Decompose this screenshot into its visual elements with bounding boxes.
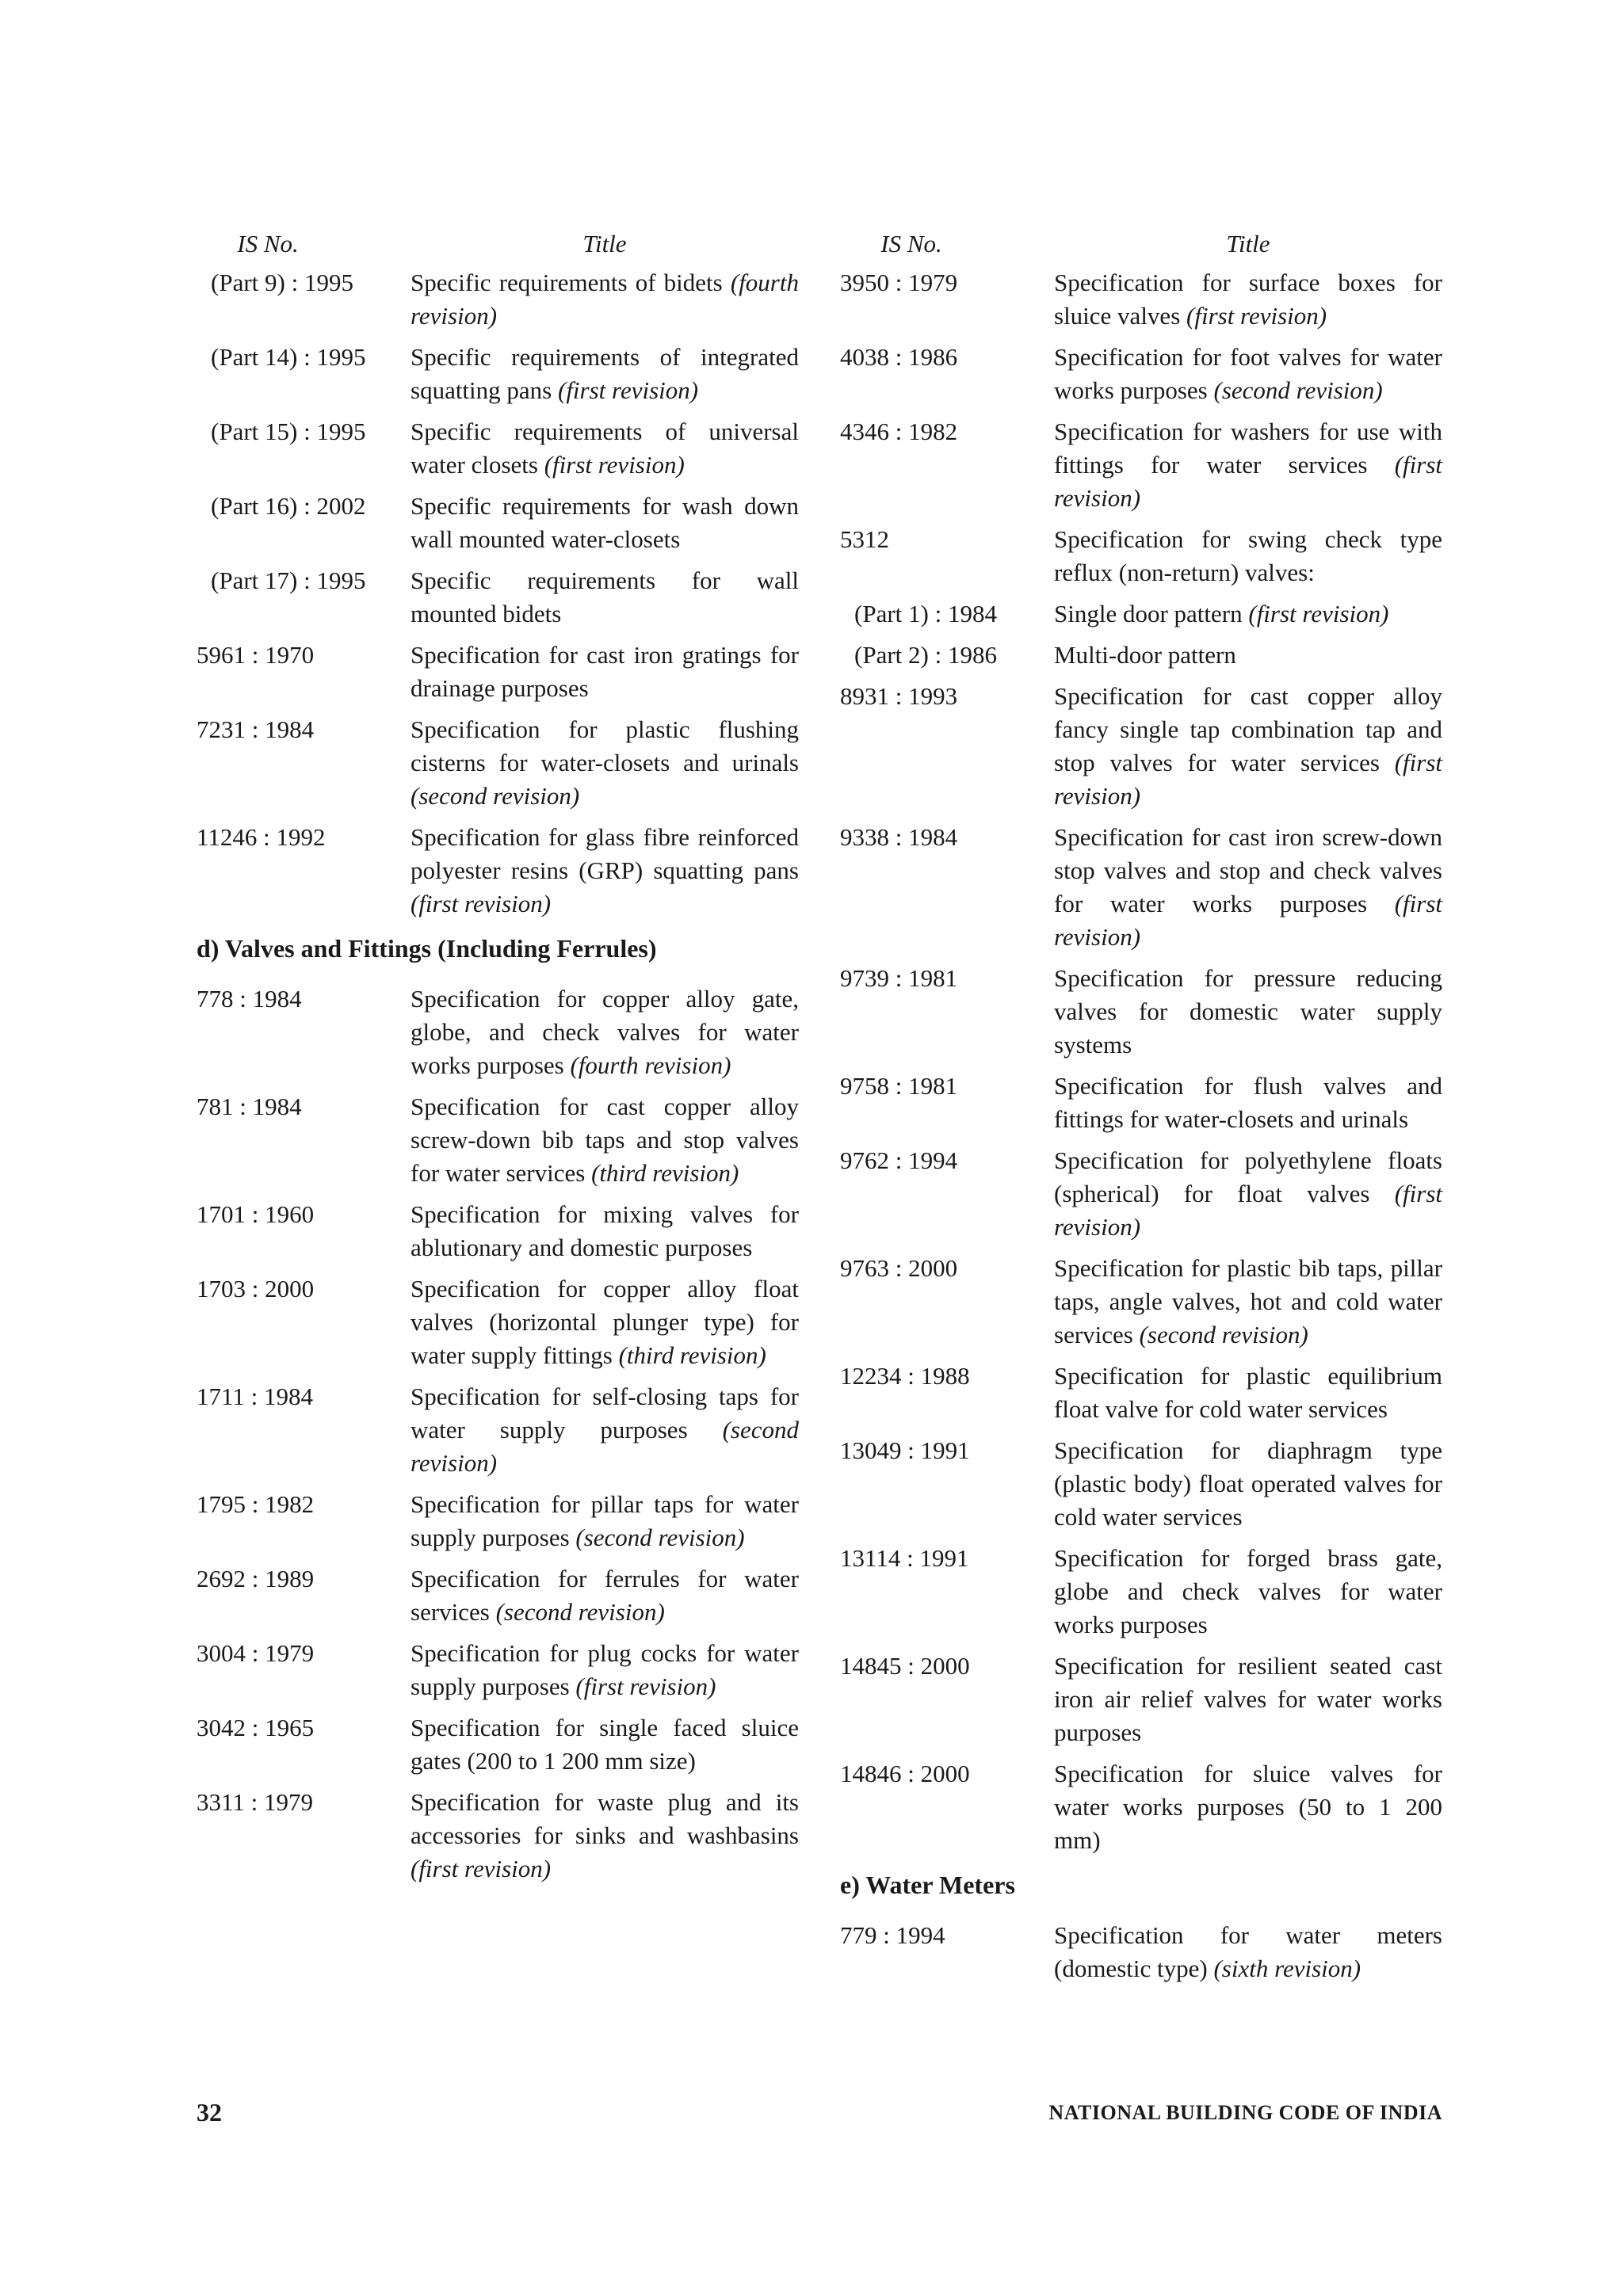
- title-text: Specification for mixing valves for ablutionary and domestic purposes: [411, 1200, 799, 1261]
- standard-entry: [197, 564, 799, 631]
- standard-title: [411, 1090, 799, 1190]
- is-number: (Part 15) : 1995: [211, 418, 366, 445]
- revision-note: (first revision): [1054, 1180, 1443, 1241]
- is-number: 14846 : 2000: [840, 1760, 970, 1787]
- standard-entry: [840, 1919, 1442, 1985]
- is-number: 4038 : 1986: [840, 343, 958, 371]
- is-number: 9338 : 1984: [840, 823, 958, 851]
- page-footer: [197, 2098, 1442, 2133]
- standard-entry: [840, 1252, 1442, 1352]
- is-number: 11246 : 1992: [197, 823, 326, 851]
- standard-entry: [197, 1562, 799, 1629]
- title-text: Specification for ferrules for water services: [411, 1565, 799, 1626]
- is-number: (Part 9) : 1995: [211, 269, 353, 296]
- title-text: Specification for plastic bib taps, pillar taps, angle valves, hot and cold water services: [1054, 1254, 1442, 1348]
- standard-title: [411, 982, 799, 1082]
- revision-note: (first revision): [1054, 749, 1443, 810]
- section-heading-water-meters: e) Water Meters: [840, 1871, 1015, 1899]
- is-number: 7231 : 1984: [197, 715, 315, 743]
- title-text: Specific requirements of integrated squatting pans: [411, 343, 799, 404]
- title-text: Specification for plastic equilibrium float valve for cold water services: [1054, 1362, 1442, 1423]
- standard-title: [411, 1786, 799, 1886]
- standard-entry: [197, 713, 799, 813]
- is-number: 9762 : 1994: [840, 1146, 958, 1174]
- standard-title: [1054, 1919, 1442, 1985]
- entry-list: [197, 266, 799, 921]
- is-number: 1795 : 1982: [197, 1490, 315, 1518]
- entry-list: [197, 982, 799, 1886]
- standard-entry: [840, 341, 1442, 407]
- title-text: Specification for forged brass gate, globe and check valves for water works purposes: [1054, 1544, 1442, 1638]
- standard-title: [1054, 523, 1442, 589]
- standard-title: [1054, 415, 1442, 515]
- is-number: 1701 : 1960: [197, 1200, 315, 1228]
- is-number: 4346 : 1982: [840, 418, 958, 445]
- standard-entry: [840, 1650, 1442, 1749]
- header-is-no: IS No.: [237, 230, 299, 257]
- standard-title: [411, 1272, 799, 1372]
- revision-note: (first revision): [544, 451, 685, 479]
- column-header: [197, 230, 799, 266]
- entry-list: [840, 266, 1442, 1857]
- is-number: 3311 : 1979: [197, 1788, 313, 1816]
- revision-note: (first revision): [1248, 600, 1389, 627]
- is-number: 12234 : 1988: [840, 1362, 970, 1390]
- is-number: 5961 : 1970: [197, 641, 315, 669]
- revision-note: (fourth revision): [411, 269, 799, 330]
- standard-title: [1054, 1360, 1442, 1426]
- title-text: Specification for flush valves and fittings for water-closets and urinals: [1054, 1072, 1442, 1133]
- standard-entry: [197, 639, 799, 705]
- revision-note: (second revision): [575, 1524, 745, 1551]
- is-number: 14845 : 2000: [840, 1652, 970, 1680]
- standard-entry: [840, 1360, 1442, 1426]
- standard-title: [411, 341, 799, 407]
- revision-note: (first revision): [1054, 890, 1442, 951]
- standard-title: [1054, 1650, 1442, 1749]
- standard-entry: [197, 1090, 799, 1190]
- revision-note: (first revision): [1054, 451, 1443, 512]
- standard-entry: [840, 523, 1442, 589]
- standard-title: [1054, 821, 1442, 954]
- standard-title: [411, 415, 799, 482]
- entry-list: [840, 1919, 1442, 1985]
- standard-entry: [840, 680, 1442, 813]
- is-number: 781 : 1984: [197, 1093, 302, 1120]
- title-text: Specific requirements of universal water closets: [411, 418, 799, 479]
- is-number: (Part 16) : 2002: [211, 492, 366, 520]
- standard-title: [411, 266, 799, 333]
- standard-title: [1054, 680, 1442, 813]
- is-number: 9739 : 1981: [840, 964, 958, 992]
- standard-title: [1054, 1144, 1442, 1244]
- title-text: Specification for foot valves for water works purposes: [1054, 343, 1442, 404]
- standard-entry: [197, 341, 799, 407]
- standard-title: [411, 1637, 799, 1703]
- is-number: 3042 : 1965: [197, 1714, 315, 1741]
- is-number: 1703 : 2000: [197, 1275, 315, 1302]
- is-number: 3004 : 1979: [197, 1639, 315, 1667]
- page-number: 32: [197, 2098, 222, 2126]
- standard-title: [411, 713, 799, 813]
- title-text: Specification for cast iron gratings for drainage purposes: [411, 641, 799, 702]
- title-text: Specification for waste plug and its accessories for sinks and washbasins: [411, 1788, 799, 1849]
- is-number: 9763 : 2000: [840, 1254, 958, 1282]
- standard-entry: [840, 821, 1442, 954]
- standard-entry: [840, 639, 1442, 672]
- title-text: Single door pattern: [1054, 600, 1243, 627]
- is-number: (Part 1) : 1984: [854, 600, 997, 627]
- standard-title: [1054, 1757, 1442, 1857]
- standard-title: [1054, 1434, 1442, 1534]
- is-number: (Part 14) : 1995: [211, 343, 366, 371]
- standard-entry: [197, 266, 799, 333]
- title-text: Specification for plug cocks for water supply purposes: [411, 1639, 799, 1700]
- title-text: Specification for surface boxes for sluice valves: [1054, 269, 1442, 330]
- revision-note: (second revision): [1139, 1321, 1308, 1348]
- standard-title: [1054, 962, 1442, 1062]
- standard-title: [411, 564, 799, 631]
- standard-title: [411, 1380, 799, 1480]
- left-column: [197, 230, 799, 1894]
- standard-title: [1054, 266, 1442, 333]
- standard-entry: [197, 1488, 799, 1554]
- revision-note: (second revision): [1213, 376, 1383, 404]
- standard-entry: [197, 415, 799, 482]
- standard-title: [411, 1198, 799, 1264]
- standard-entry: [197, 1711, 799, 1778]
- revision-note: (fourth revision): [570, 1051, 731, 1079]
- revision-note: (first revision): [558, 376, 699, 404]
- standard-title: [411, 1711, 799, 1778]
- revision-note: (third revision): [591, 1159, 739, 1187]
- revision-note: (first revision): [411, 890, 552, 917]
- title-text: Specification for resilient seated cast iron air relief valves for water works purposes: [1054, 1652, 1442, 1746]
- standard-title: [411, 1488, 799, 1554]
- title-text: Specification for pressure reducing valves for domestic water supply systems: [1054, 964, 1442, 1058]
- standard-entry: [197, 1272, 799, 1372]
- is-number: 13114 : 1991: [840, 1544, 969, 1572]
- book-title: NATIONAL BUILDING CODE OF INDIA: [1048, 2101, 1442, 2124]
- title-text: Specification for plastic flushing cisterns for water-closets and urinals: [411, 715, 799, 776]
- right-column: [840, 230, 1442, 1993]
- standard-entry: [197, 982, 799, 1082]
- title-text: Specification for self-closing taps for water supply purposes: [411, 1383, 799, 1444]
- standard-entry: [197, 490, 799, 556]
- title-text: Specification for copper alloy gate, globe, and check valves for water works purposes: [411, 985, 799, 1079]
- standard-entry: [840, 1757, 1442, 1857]
- standard-title: [411, 821, 799, 921]
- standard-entry: [840, 1144, 1442, 1244]
- title-text: Specification for diaphragm type (plastic body) float operated valves for cold water services: [1054, 1436, 1442, 1531]
- standard-title: [411, 639, 799, 705]
- title-text: Multi-door pattern: [1054, 641, 1236, 669]
- is-number: 5312: [840, 525, 889, 553]
- standard-title: [1054, 1070, 1442, 1136]
- is-number: 2692 : 1989: [197, 1565, 315, 1592]
- section-heading-valves: d) Valves and Fittings (Including Ferrules): [197, 934, 657, 963]
- revision-note: (first revision): [575, 1672, 716, 1700]
- title-text: Specific requirements for wall mounted bidets: [411, 566, 799, 627]
- title-text: Specification for washers for use with fittings for water services: [1054, 418, 1442, 479]
- standard-entry: [840, 597, 1442, 631]
- standard-entry: [197, 821, 799, 921]
- standard-entry: [840, 1434, 1442, 1534]
- revision-note: (sixth revision): [1213, 1955, 1361, 1982]
- is-number: 8931 : 1993: [840, 682, 958, 710]
- is-number: 3950 : 1979: [840, 269, 958, 296]
- standard-entry: [197, 1380, 799, 1480]
- standard-title: [411, 1562, 799, 1629]
- standard-entry: [197, 1198, 799, 1264]
- standard-entry: [197, 1637, 799, 1703]
- title-text: Specification for sluice valves for water works purposes (50 to 1 200 mm): [1054, 1760, 1442, 1854]
- title-text: Specific requirements for wash down wall mounted water-closets: [411, 492, 799, 553]
- header-is-no: IS No.: [880, 230, 942, 257]
- revision-note: (first revision): [411, 1855, 552, 1882]
- revision-note: (second revision): [411, 1416, 799, 1477]
- standard-title: [411, 490, 799, 556]
- is-number: (Part 17) : 1995: [211, 566, 366, 594]
- is-number: 779 : 1994: [840, 1921, 945, 1949]
- is-number: 9758 : 1981: [840, 1072, 958, 1100]
- standard-entry: [197, 1786, 799, 1886]
- standard-title: [1054, 1542, 1442, 1642]
- standard-entry: [840, 1542, 1442, 1642]
- standard-title: [1054, 639, 1442, 672]
- revision-note: (second revision): [411, 782, 580, 810]
- standard-entry: [840, 266, 1442, 333]
- standard-entry: [840, 415, 1442, 515]
- title-text: Specification for water meters (domestic type): [1054, 1921, 1442, 1982]
- header-title: Title: [1226, 230, 1270, 257]
- is-number: 13049 : 1991: [840, 1436, 970, 1464]
- standard-title: [1054, 597, 1442, 631]
- revision-note: (third revision): [618, 1341, 766, 1369]
- standard-title: [1054, 341, 1442, 407]
- title-text: Specification for polyethylene floats (spherical) for float valves: [1054, 1146, 1442, 1207]
- revision-note: (first revision): [1186, 302, 1327, 330]
- title-text: Specification for single faced sluice gates (200 to 1 200 mm size): [411, 1714, 799, 1775]
- standard-title: [1054, 1252, 1442, 1352]
- is-number: 1711 : 1984: [197, 1383, 313, 1410]
- column-header: [840, 230, 1442, 266]
- title-text: Specification for pillar taps for water supply purposes: [411, 1490, 799, 1551]
- title-text: Specification for swing check type reflux (non-return) valves:: [1054, 525, 1442, 586]
- title-text: Specific requirements of bidets: [411, 269, 723, 296]
- standard-entry: [840, 1070, 1442, 1136]
- title-text: Specification for copper alloy float valves (horizontal plunger type) for water supply fittings: [411, 1275, 799, 1369]
- title-text: Specification for cast iron screw-down stop valves and stop and check valves for water works purposes: [1054, 823, 1442, 917]
- title-text: Specification for cast copper alloy screw-down bib taps and stop valves for water services: [411, 1093, 799, 1187]
- is-number: 778 : 1984: [197, 985, 302, 1013]
- header-title: Title: [582, 230, 627, 257]
- revision-note: (second revision): [495, 1598, 665, 1626]
- is-number: (Part 2) : 1986: [854, 641, 997, 669]
- title-text: Specification for glass fibre reinforced polyester resins (GRP) squatting pans: [411, 823, 799, 884]
- title-text: Specification for cast copper alloy fancy single tap combination tap and stop valves for water services: [1054, 682, 1442, 776]
- standard-entry: [840, 962, 1442, 1062]
